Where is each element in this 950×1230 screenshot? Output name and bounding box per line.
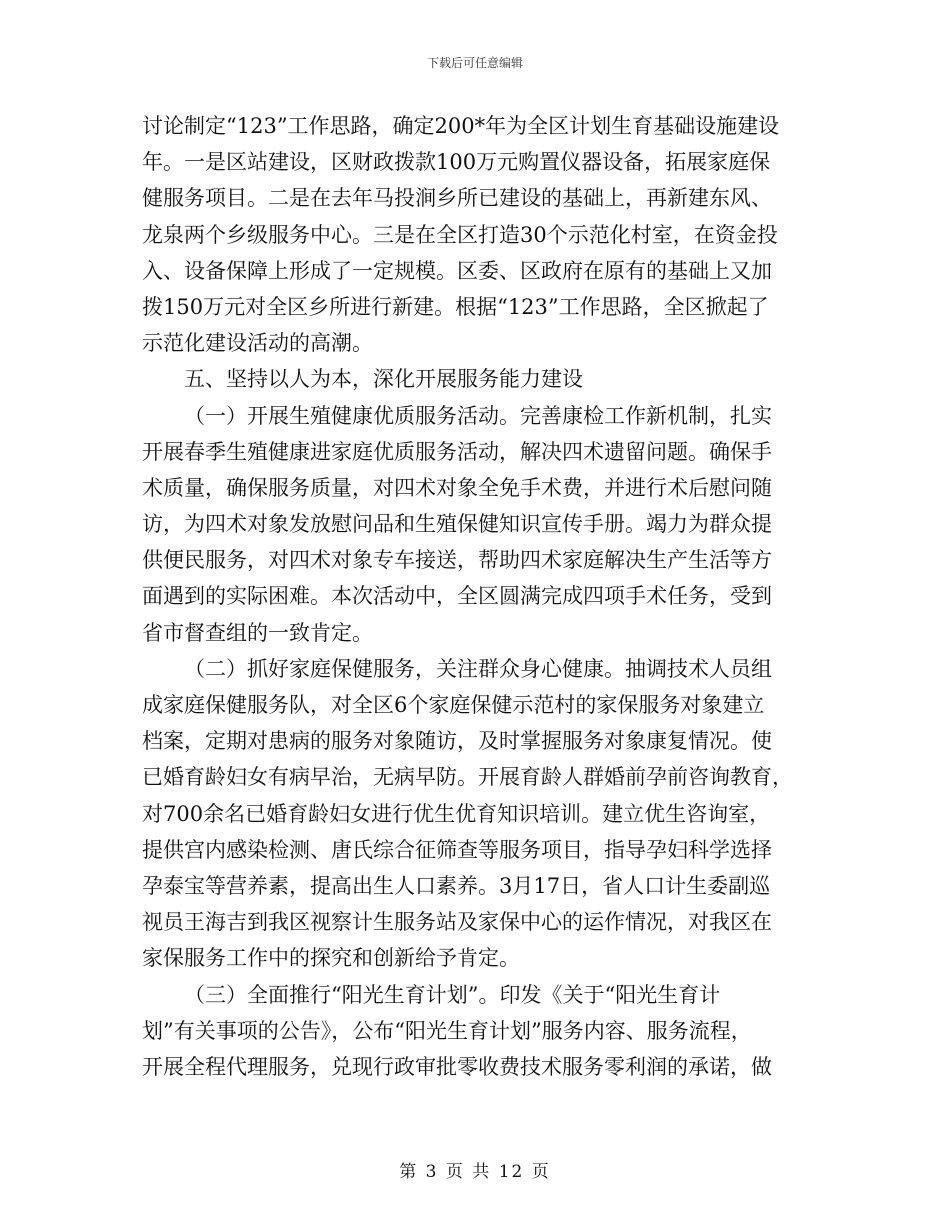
text-line: 拨150万元对全区乡所进行新建。根据“123”工作思路，全区掀起了 (142, 294, 769, 319)
text-line: （二）抓好家庭保健服务，关注群众身心健康。抽调技术人员组 (184, 656, 772, 681)
text-line: 对700余名已婚育龄妇女进行优生优育知识培训。建立优生咨询室， (142, 801, 771, 826)
text-line: 供便民服务，对四术对象专车接送，帮助四术家庭解决生产生活等方 (142, 548, 772, 573)
page-header: 下载后可任意编辑 (426, 56, 523, 70)
text-line: 档案，定期对患病的服务对象随访，及时掌握服务对象康复情况。使 (142, 729, 772, 754)
text-line: （一）开展生殖健康优质服务活动。完善康检工作新机制，扎实 (184, 403, 772, 428)
text-line: 开展春季生殖健康进家庭优质服务活动，解决四术遗留问题。确保手 (142, 439, 772, 464)
text-line: 已婚育龄妇女有病早治，无病早防。开展育龄人群婚前孕前咨询教育， (142, 765, 793, 790)
text-line: 示范化建设活动的高潮。 (142, 331, 373, 356)
text-line: 孕泰宝等营养素，提高出生人口素养。3月17日，省人口计生委副巡 (142, 873, 771, 898)
text-line: 术质量，确保服务质量，对四术对象全免手术费，并进行术后慰问随 (142, 475, 772, 500)
document-body (142, 108, 810, 1085)
text-line: 成家庭保健服务队，对全区6个家庭保健示范村的家保服务对象建立 (142, 693, 765, 717)
page-footer: 第 3 页 共 12 页 (399, 1162, 551, 1182)
text-line: 提供宫内感染检测、唐氏综合征筛查等服务项目，指导孕妇科学选择 (142, 837, 772, 862)
text-line: 访，为四术对象发放慰问品和生殖保健知识宣传手册。竭力为群众提 (142, 512, 772, 537)
text-line: 健服务项目。二是在去年马投涧乡所已建设的基础上，再新建东风、 (142, 186, 772, 211)
text-line: 入、设备保障上形成了一定规模。区委、区政府在原有的基础上又加 (142, 258, 772, 283)
text-line: 面遇到的实际困难。本次活动中，全区圆满完成四项手术任务，受到 (142, 584, 772, 609)
text-line: 开展全程代理服务，兑现行政审批零收费技术服务零利润的承诺，做 (142, 1054, 772, 1079)
text-line: 五、坚持以人为本，深化开展服务能力建设 (184, 367, 583, 392)
text-line: 省市督查组的一致肯定。 (142, 620, 373, 645)
text-line: 家保服务工作中的探究和创新给予肯定。 (142, 946, 520, 971)
text-line: （三）全面推行“阳光生育计划”。印发《关于“阳光生育计 (184, 982, 721, 1007)
text-line: 龙泉两个乡级服务中心。三是在全区打造30个示范化村室，在资金投 (142, 222, 778, 247)
text-line: 视员王海吉到我区视察计生服务站及家保中心的运作情况，对我区在 (142, 910, 772, 935)
text-line: 年。一是区站建设，区财政拨款100万元购置仪器设备，拓展家庭保 (142, 150, 771, 175)
text-line: 讨论制定“123”工作思路，确定200*年为全区计划生育基础设施建设 (142, 114, 780, 138)
text-line: 划”有关事项的公告》，公布“阳光生育计划”服务内容、服务流程， (142, 1018, 752, 1043)
